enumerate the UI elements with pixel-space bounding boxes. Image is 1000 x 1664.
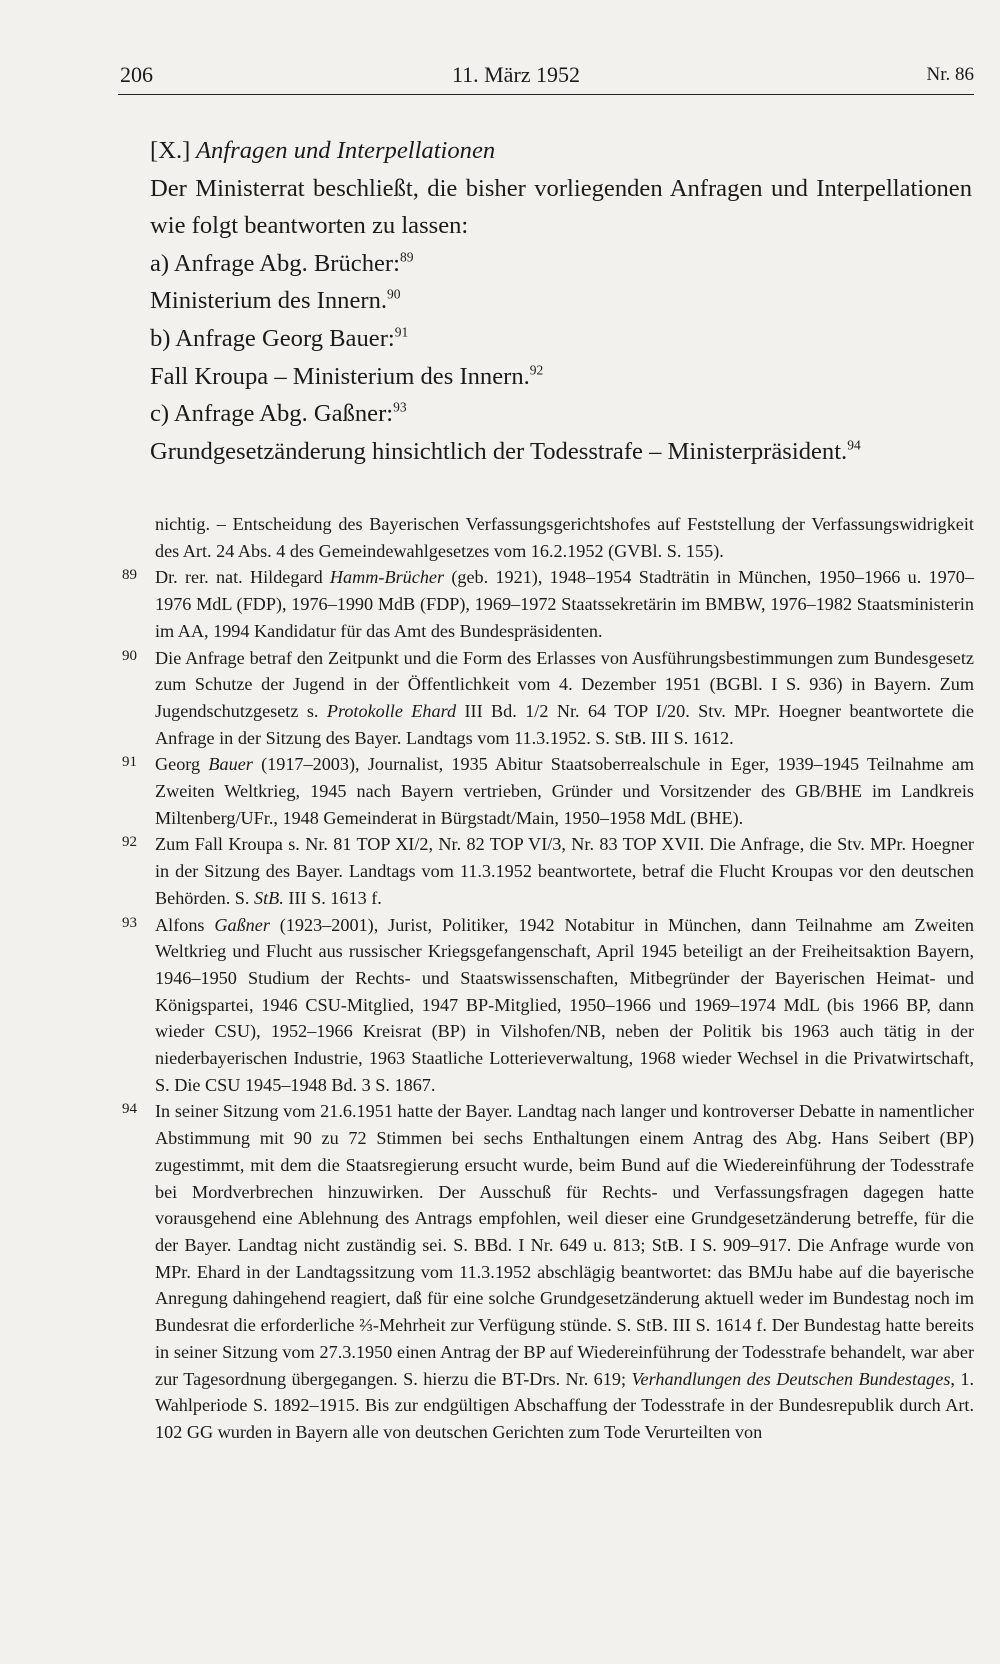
footnote-ref: 89 bbox=[399, 249, 414, 265]
footnote-ref: 91 bbox=[394, 324, 409, 340]
footnote-92: 92 Zum Fall Kroupa s. Nr. 81 TOP XI/2, Nr. 82 TOP VI/3, Nr. 83 TOP XVII. Die Anfrage, die Stv. MPr. Hoegner in der Sitzung des Bayer. Landtags vom 11.3.1952 beantwortete, betraf die Flucht Kroupas vor den deutschen Behörden. S. StB. III S. 1613 f. bbox=[122, 831, 974, 911]
query-line-b-ministry: Fall Kroupa – Ministerium des Innern.$^{92}$ bbox=[150, 362, 544, 390]
footnote-number: 91 bbox=[122, 754, 137, 771]
section-number: [X.] bbox=[150, 137, 191, 164]
running-header bbox=[118, 60, 974, 95]
footnote-90: 90 Die Anfrage betraf den Zeitpunkt und die Form des Erlasses von Ausführungsbestimmungen zum Bundesgesetz zum Schutze der Jugend in der Öffentlichkeit vom 4. Dezember 1951 (BGBl. I S. 936) in Bayern. Zum Jugendschutzgesetz s. Protokolle Ehard III Bd. 1/2 Nr. 64 TOP I/20. Stv. MPr. Hoegner beantwortete die Anfrage in der Sitzung des Bayer. Landtags vom 11.3.1952. S. StB. III S. 1612. bbox=[122, 645, 974, 752]
footnote-number: 90 bbox=[122, 647, 137, 664]
intro-paragraph: Der Ministerrat beschließt, die bisher vorliegenden Anfragen und Interpellationen wie folgt beantworten zu lassen: bbox=[150, 174, 972, 240]
query-line-c: c) Anfrage Abg. Gaßner:$^{93}$ bbox=[150, 399, 407, 428]
issue-number: Nr. 86 bbox=[926, 64, 974, 85]
footnote-91: 91 Georg Bauer (1917–2003), Journalist, 1935 Abitur Staatsoberrealschule in Eger, 1939–1945 Teilnahme am Zweiten Weltkrieg, 1945 nach Bayern vertrieben, Gründer und Vorsitzender des GB/BHE im Landkreis Miltenberg/UFr., 1948 Gemeinderat in Bürgstadt/Main, 1950–1958 MdL (BHE). bbox=[122, 751, 974, 831]
footnote-89: 89 Dr. rer. nat. Hildegard Hamm-Brücher (geb. 1921), 1948–1954 Stadträtin in München, 1950–1966 u. 1970–1976 MdL (FDP), 1976–1990 MdB (FDP), 1969–1972 Staatssekretärin im BMBW, 1976–1982 Staatsministerin im AA, 1994 Kandidatur für das Amt des Bundespräsidenten. bbox=[122, 564, 974, 644]
footnote-continuation: nichtig. – Entscheidung des Bayerischen Verfassungsgerichtshofes auf Feststellung der Verfassungswidrigkeit des Art. 24 Abs. 4 des Gemeindewahlgesetzes vom 16.2.1952 (GVBl. S. 155). bbox=[155, 514, 974, 561]
main-text bbox=[150, 132, 980, 470]
footnote-ref: 92 bbox=[529, 362, 544, 378]
footnote-number: 93 bbox=[122, 914, 137, 931]
query-line-c-ministry: Grundgesetzänderung hinsichtlich der Todesstrafe – Ministerpräsident.$^{94}$ bbox=[150, 437, 861, 465]
page-number: 206 bbox=[120, 62, 153, 87]
section-heading bbox=[150, 132, 980, 170]
footnote-number: 92 bbox=[122, 834, 137, 851]
footnote-94: 94 In seiner Sitzung vom 21.6.1951 hatte der Bayer. Landtag nach langer und kontroverser Debatte in namentlicher Abstimmung mit 90 zu 72 Stimmen bei sechs Enthaltungen einem Antrag des Abg. Hans Seibert (BP) zugestimmt, mit dem die Staatsregierung ersucht wurde, beim Bund auf die Wiedereinführung der Todesstrafe bei Mordverbrechen hinzuwirken. Der Ausschuß für Rechts- und Verfassungsfragen dagegen hatte vorausgehend eine Ablehnung des Antrags empfohlen, weil dieser eine Grundgesetzänderung betreffe, für die der Bayer. Landtag nicht zuständig sei. S. BBd. I Nr. 649 u. 813; StB. I S. 909–917. Die Anfrage wurde von MPr. Ehard in der Landtagssitzung vom 11.3.1952 abschlägig beantwortet: das BMJu habe auf die bayerische Anregung dahingehend reagiert, daß für eine solche Grundgesetzänderung aktuell weder im Bundestag noch im Bundesrat die erforderliche ⅔-Mehrheit zur Verfügung stünde. S. StB. III S. 1614 f. Der Bundestag hatte bereits in seiner Sitzung vom 27.3.1950 einen Antrag der BP auf Wiedereinführung der Todesstrafe behandelt, war aber zur Tagesordnung übergegangen. S. hierzu die BT-Drs. Nr. 619; Verhandlungen des Deutschen Bundestages, 1. Wahlperiode S. 1892–1915. Bis zur endgültigen Abschaffung der Todesstrafe in der Bundesrepublik durch Art. 102 GG wurden in Bayern alle von deutschen Gerichten zum Tode Verurteilten von bbox=[122, 1098, 974, 1445]
footnote-ref: 93 bbox=[393, 399, 407, 415]
query-line-a: a) Anfrage Abg. Brücher:$^{89}$ bbox=[150, 249, 414, 277]
footnotes bbox=[122, 511, 974, 1446]
footnote-ref: 94 bbox=[847, 437, 861, 453]
query-line-a-ministry: Ministerium des Innern.$^{90}$ bbox=[150, 286, 401, 315]
section-title: Anfragen und Interpellationen bbox=[196, 137, 496, 164]
query-line-b: b) Anfrage Georg Bauer:$^{91}$ bbox=[150, 324, 409, 352]
footnote-number: 89 bbox=[122, 567, 137, 584]
footnote-93: 93 Alfons Gaßner (1923–2001), Jurist, Politiker, 1942 Notabitur in München, dann Teilnahme am Zweiten Weltkrieg und Flucht aus russischer Kriegsgefangenschaft, April 1945 beteiligt an der Freiheitsaktion Bayern, 1946–1950 Studium der Rechts- und Staatswissenschaften, Mitbegründer der Bayerischen Heimat- und Königspartei, 1946 CSU-Mitglied, 1947 BP-Mitglied, 1950–1966 und 1969–1974 MdL (bis 1966 BP, dann wieder CSU), 1952–1966 Kreisrat (BP) in Vilshofen/NB, neben der Politik bis 1963 auch tätig in der niederbayerischen Industrie, 1963 Staatliche Lotterieverwaltung, 1968 wieder Wechsel in die Privatwirtschaft, S. Die CSU 1945–1948 Bd. 3 S. 1867. bbox=[122, 912, 974, 1099]
footnote-number: 94 bbox=[122, 1101, 137, 1118]
header-date: 11. März 1952 bbox=[451, 62, 581, 87]
footnote-ref: 90 bbox=[387, 286, 401, 302]
